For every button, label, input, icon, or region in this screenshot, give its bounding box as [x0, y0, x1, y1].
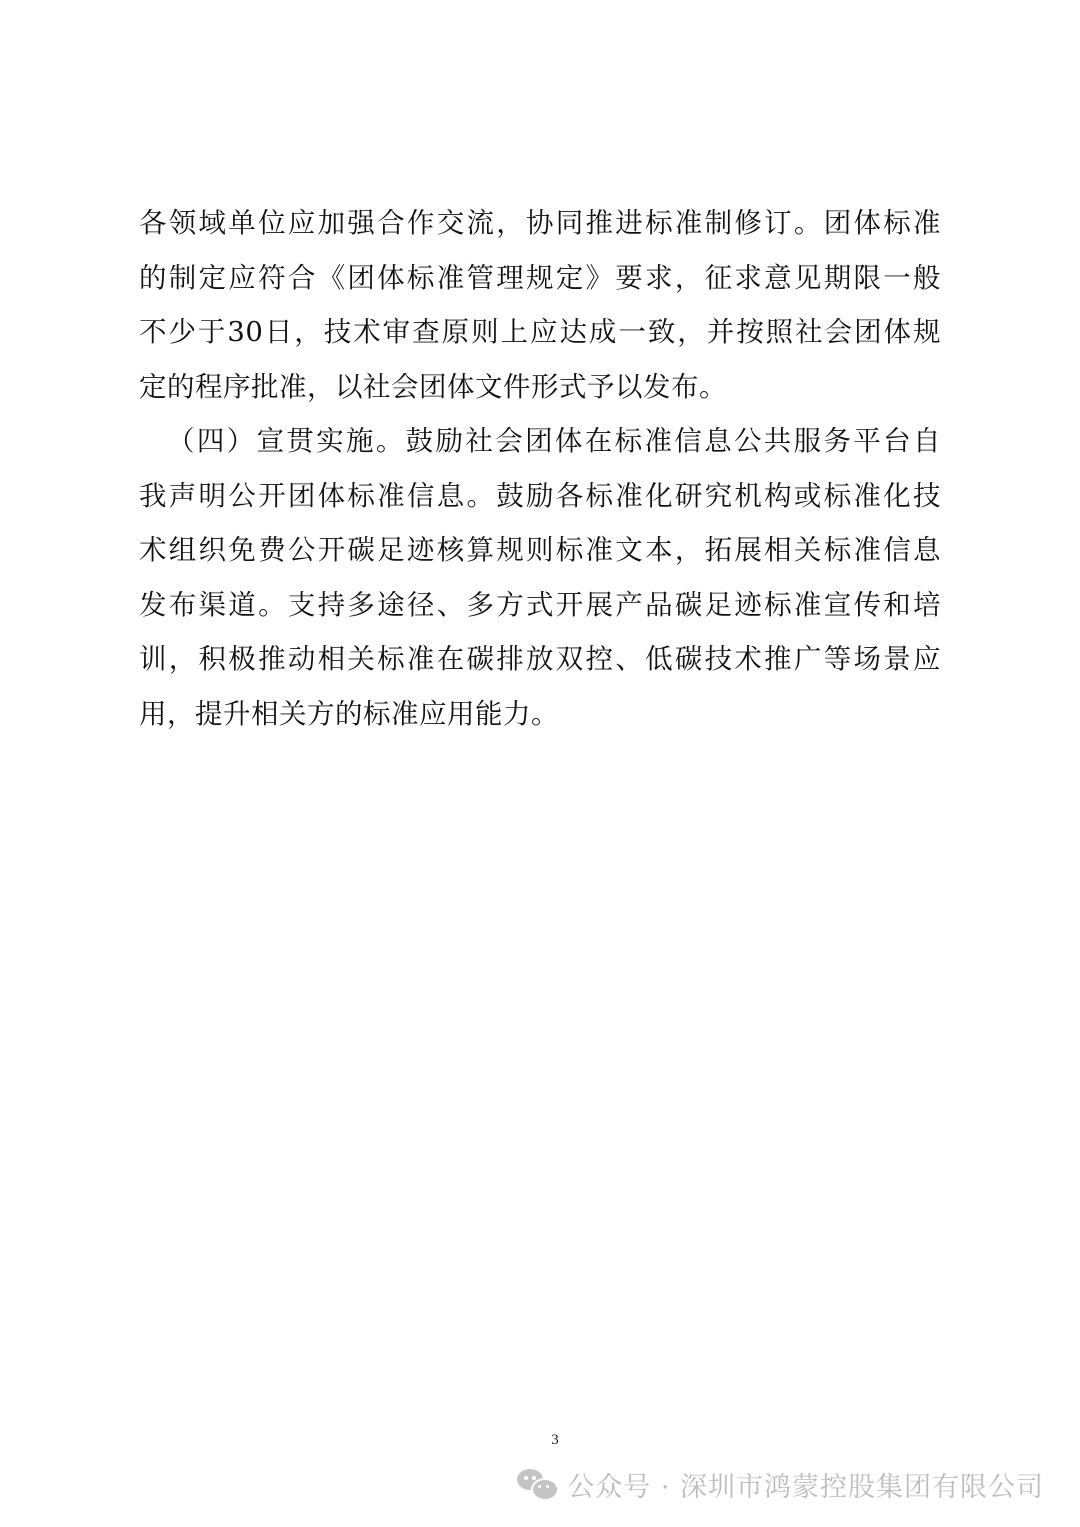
- text-line: 各领域单位应加强合作交流，协同推进标准制修订。团体标准: [139, 207, 941, 239]
- section-heading-line: （四）宣贯实施。鼓励社会团体在标准信息公共服务平台自: [167, 425, 941, 457]
- text-line: 术组织免费公开碳足迹核算规则标准文本，拓展相关标准信息: [139, 534, 941, 566]
- text-line: 用，提升相关方的标准应用能力。: [139, 697, 559, 730]
- text-line: 发布渠道。支持多途径、多方式开展产品碳足迹标准宣传和培: [139, 588, 941, 621]
- wechat-icon: [517, 1467, 557, 1501]
- page-number: 3: [551, 1432, 559, 1448]
- text-line: 的制定应符合《团体标准管理规定》要求，征求意见期限一般: [139, 261, 941, 294]
- watermark: [517, 1462, 1044, 1506]
- body-text: [139, 196, 941, 741]
- text-line: 不少于30日，技术审查原则上应达成一致，并按照社会团体规: [139, 316, 941, 348]
- text-line: 训，积极推动相关标准在碳排放双控、低碳技术推广等场景应: [139, 643, 941, 675]
- text-line: 定的程序批准，以社会团体文件形式予以发布。: [139, 370, 727, 403]
- text-line: 我声明公开团体标准信息。鼓励各标准化研究机构或标准化技: [139, 479, 941, 512]
- watermark-text: 公众号 · 深圳市鸿蒙控股集团有限公司: [567, 1471, 1044, 1503]
